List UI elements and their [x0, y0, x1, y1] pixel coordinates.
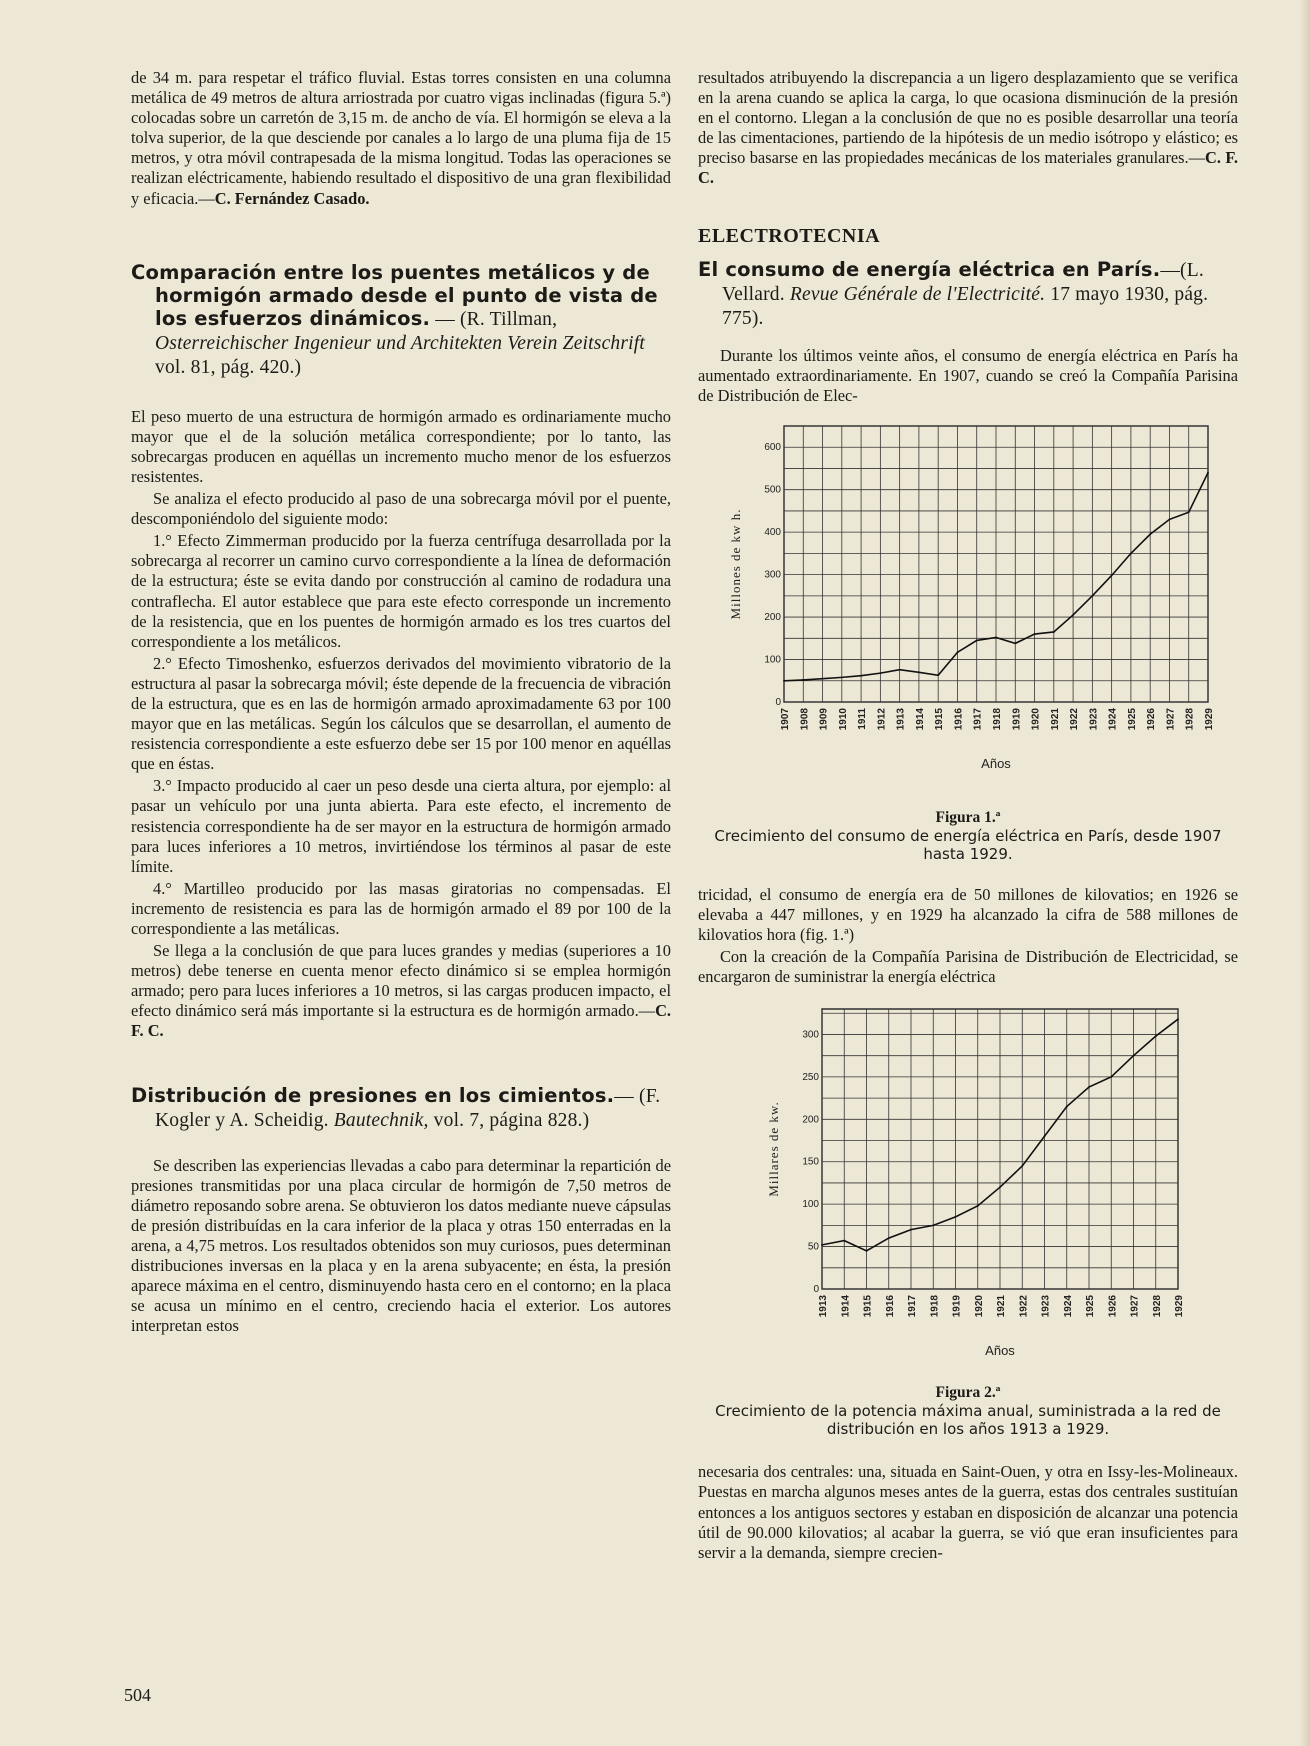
- data-point: [1177, 1019, 1179, 1021]
- page-edge: [1300, 0, 1310, 1746]
- y-tick-label: 250: [802, 1072, 819, 1084]
- continuation-paragraph: resultados atribuyendo la discrepancia a un ligero desplazamiento que se verifica en la arena cuando se aplica la carga, lo que ocasiona disminución de la presión en el contorno. Llegan a la conclusión de que no es posible desarrollar una teoría de las cimentaciones, partiendo de la hipótesis de un medio isótropo y elástico; es preciso basarse en las propiedades mecánicas de los materiales granulares.—C. F. C.: [698, 68, 1238, 188]
- y-tick-label: 300: [802, 1029, 819, 1041]
- figure1-chart: [698, 414, 1238, 804]
- x-tick-label: 1923: [1088, 707, 1100, 731]
- x-tick-label: 1927: [1129, 1295, 1141, 1318]
- y-tick-label: 50: [807, 1241, 819, 1253]
- article2-title: Distribución de presiones en los cimientos.— (F. Kogler y A. Scheidig. Bautechnik, vol. 7, página 828.): [131, 1083, 661, 1131]
- x-tick-label: 1923: [1040, 1295, 1052, 1318]
- x-tick-label: 1916: [884, 1295, 896, 1318]
- data-point: [1021, 1165, 1023, 1167]
- x-tick-label: 1911: [857, 707, 869, 730]
- data-point: [932, 1225, 934, 1227]
- x-tick-label: 1917: [907, 1295, 918, 1318]
- article3-paragraph: necesaria dos centrales: una, situada en Saint-Ouen, y otra en Issy-les-Molineaux. Puestas en marcha algunos meses antes de la guerra, estas dos centrales sustituían entonces a los antiguos sectores y estaban en disposición de alcanzar una potencia útil de 90.000 kilovatios; al acabar la guerra, se vió que eran insuficientes para servir a la demanda, siempre crecien-: [698, 1462, 1238, 1562]
- data-point: [783, 680, 785, 682]
- data-point: [1133, 1055, 1135, 1057]
- data-point: [888, 1238, 890, 1240]
- article1-paragraph: Se analiza el efecto producido al paso de una sobrecarga móvil por el puente, descomponiéndolo del siguiente modo:: [131, 489, 671, 529]
- x-axis-label: Años: [981, 755, 1011, 771]
- x-tick-label: 1927: [1165, 707, 1177, 731]
- data-point: [802, 679, 804, 681]
- x-tick-label: 1914: [914, 707, 926, 731]
- x-axis-label: Años: [985, 1343, 1015, 1359]
- y-tick-label: 200: [764, 611, 781, 623]
- y-tick-label: 600: [764, 442, 781, 454]
- article3-journal: Revue Générale de l'Electricité.: [789, 283, 1046, 305]
- page-number: 504: [124, 1685, 151, 1705]
- x-tick-label: 1920: [973, 1295, 985, 1318]
- data-point: [1034, 633, 1036, 635]
- x-tick-label: 1922: [1018, 1295, 1030, 1318]
- y-tick-label: 500: [764, 484, 781, 496]
- article1-paragraph: 4.° Martilleo producido por las masas giratorias no compensadas. El incremento de resistencia es para las de hormigón armado el 89 por 100 de la correspondiente a las metálicas.: [131, 878, 671, 938]
- data-point: [1044, 1136, 1046, 1138]
- x-tick-label: 1917: [972, 707, 984, 731]
- data-point: [1111, 574, 1113, 576]
- data-point: [1014, 642, 1016, 644]
- x-tick-label: 1925: [1126, 707, 1138, 731]
- article1-signature: C. F. C.: [131, 1001, 671, 1041]
- article1-paragraph: El peso muerto de una estructura de hormigón armado es ordinariamente mucho mayor que el de la solución metálica correspondiente; por lo tanto, las sobrecargas producen en aquéllas un incremento mucho menor de los esfuerzos resistentes.: [131, 406, 671, 486]
- x-tick-label: 1922: [1069, 707, 1081, 731]
- data-point: [957, 651, 959, 653]
- y-tick-label: 150: [802, 1157, 819, 1169]
- x-tick-label: 1928: [1151, 1295, 1163, 1318]
- article1-paragraph: Se llega a la conclusión de que para luces grandes y medias (superiores a 10 metros) debe tenerse en cuenta menor efecto dinámico si se emplea hormigón armado; pero para luces inferiores a 10 metros, si las cargas producen impacto, el efecto dinámico será más importante si la estructura es de hormigón armado.—C. F. C.: [131, 941, 671, 1041]
- x-tick-label: 1928: [1184, 707, 1196, 731]
- data-point: [976, 639, 978, 641]
- figure2-caption: Crecimiento de la potencia máxima anual, suministrada a la red de distribución en los años 1913 a 1929.: [715, 1402, 1221, 1439]
- article2-journal: Bautechnik,: [333, 1109, 429, 1131]
- article3-paragraph: Con la creación de la Compañía Parisina de Distribución de Electricidad, se encargaron de suministrar la energía eléctrica: [698, 947, 1238, 987]
- x-tick-label: 1918: [929, 1295, 941, 1318]
- data-point: [955, 1216, 957, 1218]
- x-tick-label: 1924: [1107, 707, 1119, 731]
- data-point: [1053, 631, 1055, 633]
- left-column: [131, 68, 671, 1338]
- y-tick-label: 100: [802, 1199, 819, 1211]
- x-tick-label: 1924: [1062, 1295, 1074, 1318]
- data-point: [843, 1240, 845, 1242]
- y-axis-label: Millares de kw.: [766, 1101, 781, 1198]
- continuation-signature: C. F. C.: [698, 148, 1238, 188]
- article3-title: El consumo de energía eléctrica en París.—(L. Vellard. Revue Générale de l'Electricité. 17 mayo 1930, pág. 775).: [698, 257, 1209, 329]
- x-tick-label: 1921: [1049, 707, 1061, 731]
- data-point: [1110, 1076, 1112, 1078]
- data-point: [822, 678, 824, 680]
- x-tick-label: 1929: [1204, 707, 1215, 731]
- data-point: [1091, 595, 1093, 597]
- article1-title: Comparación entre los puentes metálicos y de hormigón armado desde el punto de vista de los esfuerzos dinámicos. — (R. Tillman, Osterreichischer Ingenieur und Architekten Verein Zeitschrift vol. 81, pág. 420.): [131, 260, 658, 378]
- x-tick-label: 1909: [818, 707, 830, 731]
- data-point: [977, 1205, 979, 1207]
- figure2-chart: [698, 999, 1238, 1379]
- article1-paragraph: 3.° Impacto producido al caer un peso desde una cierta altura, por ejemplo: al pasar un vehículo por una junta abierta. Para este efecto, el incremento de resistencia correspondiente ha de ser mayor en la estructura de hormigón armado para luces inferiores a 10 metros, invirtiéndose los términos al pasar de este límite.: [131, 776, 671, 876]
- figure1-caption: Crecimiento del consumo de energía eléctrica en París, desde 1907 hasta 1929.: [714, 826, 1222, 863]
- data-point: [1155, 1036, 1157, 1038]
- x-tick-label: 1915: [862, 1295, 874, 1318]
- data-point: [1207, 472, 1209, 474]
- data-point: [1188, 511, 1190, 513]
- data-point: [821, 1244, 823, 1246]
- figure-1: [698, 414, 1238, 863]
- x-tick-label: 1913: [895, 707, 907, 731]
- figure-2: [698, 999, 1238, 1438]
- x-tick-label: 1912: [876, 707, 888, 731]
- article1-journal: Osterreichischer Ingenieur und Architekten Verein Zeitschrift: [155, 332, 646, 354]
- data-point: [1149, 533, 1151, 535]
- data-point: [1072, 614, 1074, 616]
- x-tick-label: 1913: [818, 1295, 829, 1318]
- article1-paragraph: 2.° Efecto Timoshenko, esfuerzos derivados del movimiento vibratorio de la estructura al pasar la sobrecarga móvil; éste depende de la frecuencia de vibración de la estructura, que es en las de hormigón armado aproximadamente 63 por 100 mayor que en las metálicas. Según los cálculos que se desarrollan, el aumento de resistencia correspondiente a este esfuerzo debe ser 15 por 100 menor en aquéllas que en éstas.: [131, 653, 671, 774]
- x-tick-label: 1916: [953, 707, 965, 731]
- data-point: [860, 675, 862, 677]
- intro-signature: C. Fernández Casado.: [214, 188, 370, 208]
- x-tick-label: 1910: [837, 707, 849, 731]
- section-heading: ELECTROTECNIA: [698, 224, 881, 247]
- data-point: [899, 669, 901, 671]
- data-point: [1066, 1106, 1068, 1108]
- x-tick-label: 1926: [1146, 707, 1158, 731]
- article3-paragraph: tricidad, el consumo de energía era de 50 millones de kilovatios; en 1926 se elevaba a 447 millones, y en 1929 ha alcanzado la cifra de 588 millones de kilovatios hora (fig. 1.ª): [698, 884, 1238, 945]
- x-tick-label: 1908: [799, 707, 811, 731]
- y-tick-label: 200: [802, 1114, 819, 1126]
- data-point: [910, 1229, 912, 1231]
- data-point: [1169, 518, 1171, 520]
- article1-paragraph: 1.° Efecto Zimmerman producido por la fuerza centrífuga desarrollada por la sobrecarga al recorrer un camino curvo correspondiente a la línea de deformación de la estructura; éste se evita dando por construcción al camino de rodadura una contraflecha. El autor establece que para este efecto corresponde un incremento de la resistencia, que en los puentes de hormigón armado es los tres cuartos del correspondiente a los metálicos.: [131, 531, 671, 651]
- right-column: [698, 68, 1238, 1565]
- y-tick-label: 0: [775, 696, 781, 708]
- data-point: [1130, 552, 1132, 554]
- data-point: [866, 1250, 868, 1252]
- x-tick-label: 1929: [1174, 1295, 1185, 1318]
- intro-paragraph: de 34 m. para respetar el tráfico fluvial. Estas torres consisten en una columna metálica de 49 metros de altura arriostrada por cuatro vigas inclinadas (figura 5.ª) colocadas sobre un carretón de 3,15 m. de ancho de vía. El hormigón se eleva a la tolva superior, de la que desciende por canales a lo largo de una pluma fija de 15 metros, y otra móvil contrapesada de la misma longitud. Todas las operaciones se realizan eléctricamente, habiendo resultado el dispositivo de una gran flexibilidad y eficacia.—C. Fernández Casado.: [131, 68, 671, 208]
- data-point: [937, 674, 939, 676]
- x-tick-label: 1918: [992, 707, 1003, 731]
- data-point: [918, 671, 920, 673]
- x-tick-label: 1925: [1085, 1295, 1096, 1318]
- article3-paragraph: Durante los últimos veinte años, el consumo de energía eléctrica en París ha aumentado extraordinariamente. En 1907, cuando se creó la Compañía Parisina de Distribución de Elec-: [698, 345, 1238, 405]
- x-tick-label: 1919: [951, 1295, 963, 1318]
- x-tick-label: 1920: [1030, 707, 1042, 731]
- data-point: [999, 1187, 1001, 1189]
- figure1-label: Figura 1.ª: [935, 808, 1001, 826]
- y-tick-label: 400: [764, 526, 781, 538]
- x-tick-label: 1921: [996, 1295, 1007, 1318]
- data-point: [841, 676, 843, 678]
- data-point: [995, 636, 997, 638]
- data-point: [1088, 1086, 1090, 1088]
- y-tick-label: 0: [813, 1284, 819, 1296]
- y-tick-label: 300: [764, 569, 781, 581]
- data-point: [879, 672, 881, 674]
- x-tick-label: 1915: [934, 707, 946, 731]
- x-tick-label: 1926: [1107, 1295, 1119, 1318]
- x-tick-label: 1919: [1011, 707, 1023, 731]
- x-tick-label: 1907: [780, 707, 791, 731]
- y-tick-label: 100: [764, 654, 781, 666]
- figure2-label: Figura 2.ª: [935, 1384, 1001, 1402]
- y-axis-label: Millones de kw h.: [728, 508, 743, 620]
- article2-paragraph: Se describen las experiencias llevadas a cabo para determinar la repartición de presiones transmitidas por una placa circular de hormigón de 7,50 metros de diámetro reposando sobre arena. Se obtuvieron los datos mediante nueve cápsulas de presión distribuídas en la cara inferior de la placa y otras 150 enterradas en la arena, a 4,75 metros. Los resultados obtenidos son muy curiosos, pues determinan distribuciones inversas en la placa y en la arena subyacente; en ésta, la presión aparece máxima en el centro, disminuyendo hasta cero en el contorno; en la placa se acusa un mínimo en el centro, creciendo hacia el exterior. Los autores interpretan estos: [131, 1155, 671, 1336]
- x-tick-label: 1914: [840, 1295, 852, 1318]
